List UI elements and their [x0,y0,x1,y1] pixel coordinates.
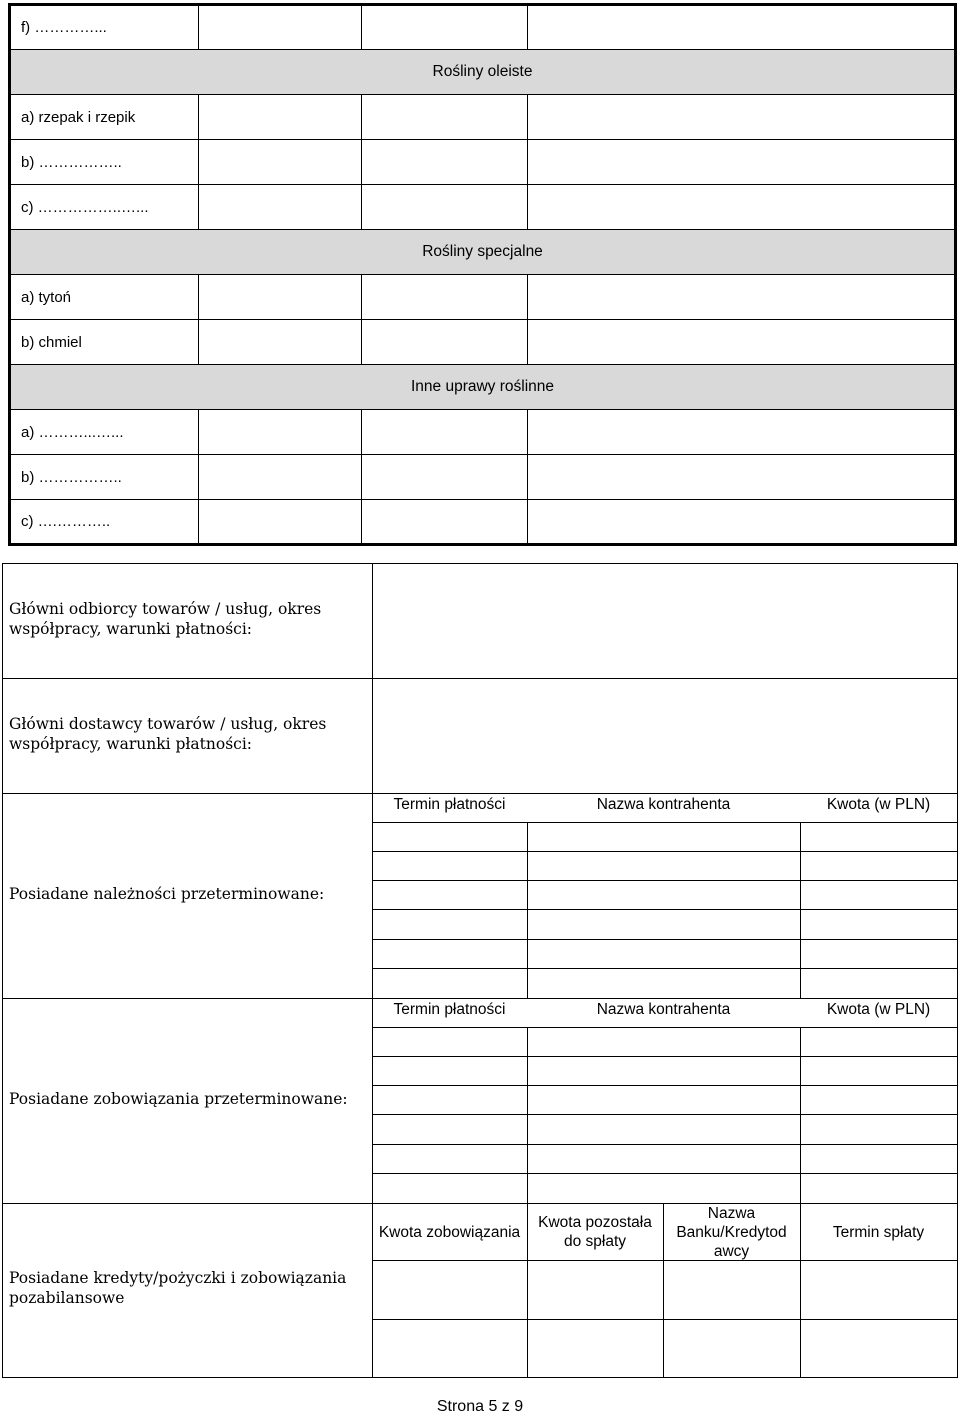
entry-cell[interactable] [528,1320,663,1377]
entry-cell[interactable] [801,1261,957,1319]
entry-cell[interactable] [373,1145,527,1173]
crop-input-cell[interactable] [362,455,528,500]
crop-label: c) ……………..…... [10,185,199,230]
crop-label: a) rzepak i rzepik [10,95,199,140]
page-number: Strona 5 z 9 [436,1398,524,1415]
entry-cell[interactable] [373,1028,527,1056]
crop-input-cell[interactable] [362,410,528,455]
crop-row [10,95,956,140]
crop-label: a) ………...…... [10,410,199,455]
column-header: Termin spłaty [832,1223,925,1241]
column-header: Nazwa kontrahenta [596,1001,731,1018]
entry-cell[interactable] [801,1174,957,1203]
crop-category-header [10,50,956,95]
crop-input-cell[interactable] [362,5,528,50]
entry-cell[interactable] [528,969,800,998]
crop-input-cell[interactable] [528,320,956,365]
column-header: Kwota zobowiązania [378,1223,521,1241]
entry-cell[interactable] [528,823,800,851]
entry-cell[interactable] [801,1145,957,1173]
crop-input-cell[interactable] [199,455,362,500]
crop-input-cell[interactable] [199,320,362,365]
receivers-input-area[interactable] [373,564,957,678]
credits-section [2,1203,958,1378]
entry-cell[interactable] [373,1086,527,1114]
crop-input-cell[interactable] [199,410,362,455]
crop-label: a) tytoń [10,275,199,320]
entry-cell[interactable] [528,1115,800,1144]
entry-cell[interactable] [373,1174,527,1203]
entry-cell[interactable] [664,1320,800,1377]
column-header: Kwota (w PLN) [826,1001,931,1018]
entry-cell[interactable] [528,881,800,909]
crop-row [10,140,956,185]
entry-cell[interactable] [664,1261,800,1319]
entry-cell[interactable] [373,881,527,909]
crop-row [10,320,956,365]
entry-cell[interactable] [801,1320,957,1377]
receivables-section [2,793,958,999]
crop-input-cell[interactable] [528,455,956,500]
crop-row [10,185,956,230]
crop-row [10,410,956,455]
receivers-label: Główni odbiorcy towarów / usług, okres współpracy, warunki płatności: [9,600,322,638]
credits-label: Posiadane kredyty/pożyczki i zobowiązania pozabilansowe [9,1269,347,1307]
crop-category-header [10,230,956,275]
crop-label: b) …………….. [10,140,199,185]
crop-input-cell[interactable] [199,185,362,230]
crop-input-cell[interactable] [528,500,956,545]
crop-input-cell[interactable] [199,275,362,320]
entry-cell[interactable] [373,823,527,851]
entry-cell[interactable] [373,1320,527,1377]
liabilities-section [2,998,958,1204]
crop-row [10,500,956,545]
crop-input-cell[interactable] [362,185,528,230]
crop-label: c) ….……….. [10,500,199,545]
entry-cell[interactable] [528,1261,663,1319]
entry-cell[interactable] [373,1115,527,1144]
column-header: Termin płatności [393,796,506,813]
crop-label: b) …………….. [10,455,199,500]
crop-row [10,455,956,500]
crop-category-header [10,365,956,410]
crop-input-cell[interactable] [528,140,956,185]
entry-cell[interactable] [801,1057,957,1085]
entry-cell[interactable] [801,940,957,968]
entry-cell[interactable] [373,969,527,998]
suppliers-input-area[interactable] [373,679,957,793]
entry-cell[interactable] [801,881,957,909]
entry-cell[interactable] [373,910,527,939]
entry-cell[interactable] [528,852,800,880]
entry-cell[interactable] [528,1057,800,1085]
entry-cell[interactable] [801,823,957,851]
crop-input-cell[interactable] [362,320,528,365]
entry-cell[interactable] [528,1145,800,1173]
crop-row [10,5,956,50]
crop-input-cell[interactable] [362,140,528,185]
crop-row [10,275,956,320]
entry-cell[interactable] [528,940,800,968]
column-header: Nazwa kontrahenta [596,796,731,813]
entry-cell[interactable] [528,1028,800,1056]
entry-cell[interactable] [528,1086,800,1114]
crop-category-label: Rośliny oleiste [10,50,956,95]
crop-input-cell[interactable] [362,500,528,545]
entry-cell[interactable] [528,910,800,939]
entry-cell[interactable] [801,1086,957,1114]
crop-category-label: Rośliny specjalne [10,230,956,275]
crop-category-label: Inne uprawy roślinne [10,365,956,410]
crop-input-cell[interactable] [528,410,956,455]
column-header: Kwota (w PLN) [826,796,931,813]
crop-input-cell[interactable] [199,95,362,140]
crop-label: b) chmiel [10,320,199,365]
entry-cell[interactable] [373,1057,527,1085]
crop-label: f) …………... [10,5,199,50]
crop-input-cell[interactable] [199,500,362,545]
column-header: Termin płatności [393,1001,506,1018]
liabilities-label: Posiadane zobowiązania przeterminowane: [9,1090,348,1108]
entry-cell[interactable] [528,1174,800,1203]
suppliers-label: Główni dostawcy towarów / usług, okres współpracy, warunki płatności: [9,715,327,753]
crop-input-cell[interactable] [362,95,528,140]
entry-cell[interactable] [801,910,957,939]
receivables-label: Posiadane należności przeterminowane: [9,885,325,903]
entry-cell[interactable] [373,1261,527,1319]
column-header: Nazwa Banku/Kredytod awcy [676,1204,787,1260]
entry-cell[interactable] [801,1115,957,1144]
crop-input-cell[interactable] [528,275,956,320]
entry-cell[interactable] [801,969,957,998]
crops-table [8,3,957,546]
crop-input-cell[interactable] [528,185,956,230]
crop-input-cell[interactable] [528,5,956,50]
entry-cell[interactable] [801,1028,957,1056]
entry-cell[interactable] [373,852,527,880]
crop-input-cell[interactable] [199,140,362,185]
crop-input-cell[interactable] [199,5,362,50]
entry-cell[interactable] [801,852,957,880]
entry-cell[interactable] [373,940,527,968]
crop-input-cell[interactable] [362,275,528,320]
column-header: Kwota pozostała do spłaty [538,1214,652,1250]
crop-input-cell[interactable] [528,95,956,140]
